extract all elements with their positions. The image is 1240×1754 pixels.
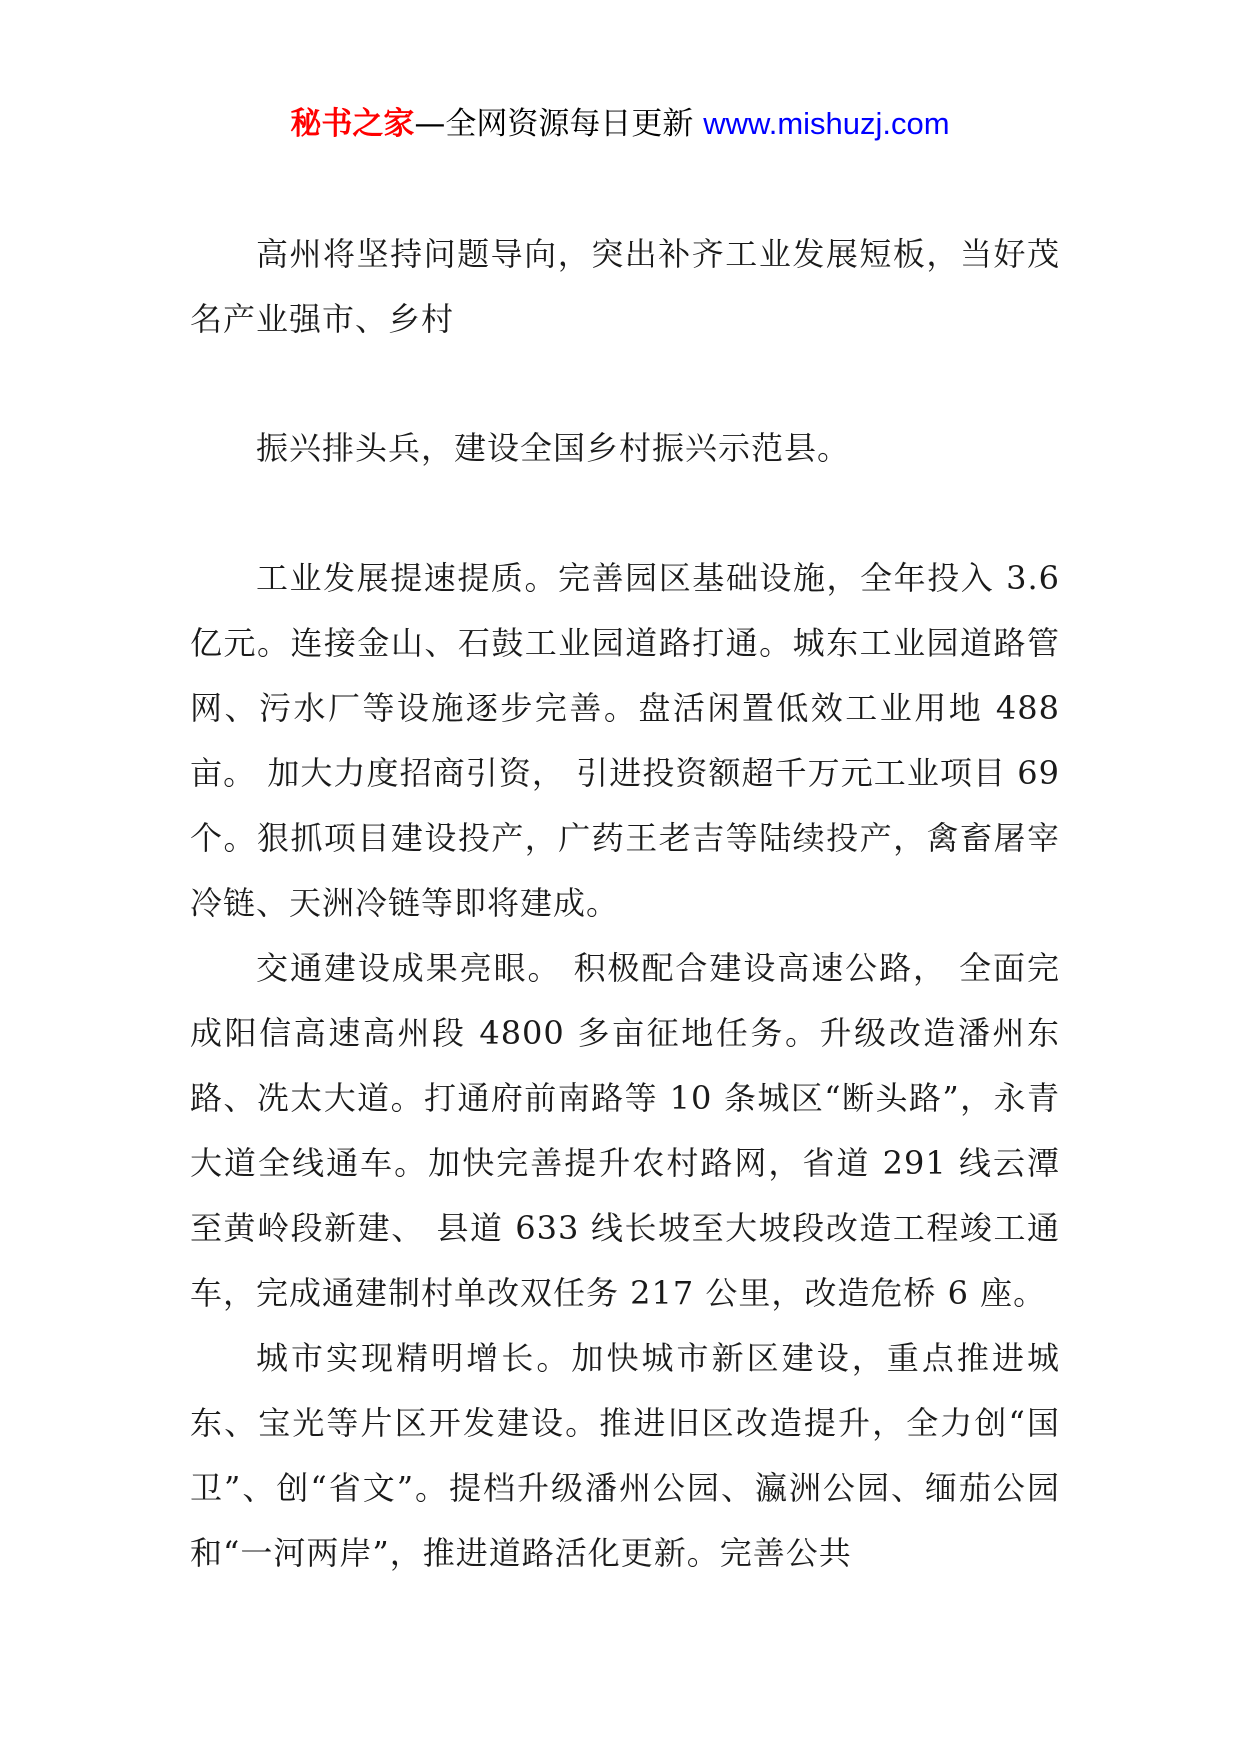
- paragraph-city: 城市实现精明增长。加快城市新区建设，重点推进城东、宝光等片区开发建设。推进旧区改造提升，全力创“国卫”、创“省文”。提档升级潘州公园、瀛洲公园、缅茄公园和“一河两岸”，推进道路活化更新。完善公共: [190, 1339, 1060, 1572]
- header-url-link[interactable]: www.mishuzj.com: [703, 106, 950, 141]
- paragraph-block-2: [190, 416, 1060, 481]
- header-tagline: —全网资源每日更新: [414, 106, 694, 142]
- paragraph-intro-continued: 振兴排头兵，建设全国乡村振兴示范县。: [256, 429, 851, 467]
- paragraph-block-3: [190, 546, 1060, 1586]
- page-header: [0, 102, 1240, 146]
- header-brand: 秘书之家: [290, 106, 415, 142]
- paragraph-intro: 高州将坚持问题导向，突出补齐工业发展短板，当好茂名产业强市、乡村: [190, 235, 1060, 338]
- paragraph-block-1: [190, 222, 1060, 352]
- paragraph-transport: 交通建设成果亮眼。 积极配合建设高速公路， 全面完成阳信高速高州段 4800 多亩征地任务。升级改造潘州东路、冼太大道。打通府前南路等 10 条城区“断头路”，永青大道全线通车。加快完善提升农村路网，省道 291 线云潭至黄岭段新建、 县道 633 线长坡至大坡段改造工程竣工通车，完成通建制村单改双任务 217 公里，改造危桥 6 座。: [190, 949, 1060, 1312]
- paragraph-industry: 工业发展提速提质。完善园区基础设施，全年投入 3.6 亿元。连接金山、石鼓工业园道路打通。城东工业园道路管网、污水厂等设施逐步完善。盘活闲置低效工业用地 488 亩。 加大力度招商引资， 引进投资额超千万元工业项目 69 个。狠抓项目建设投产，广药王老吉等陆续投产，禽畜屠宰冷链、天洲冷链等即将建成。: [190, 559, 1060, 922]
